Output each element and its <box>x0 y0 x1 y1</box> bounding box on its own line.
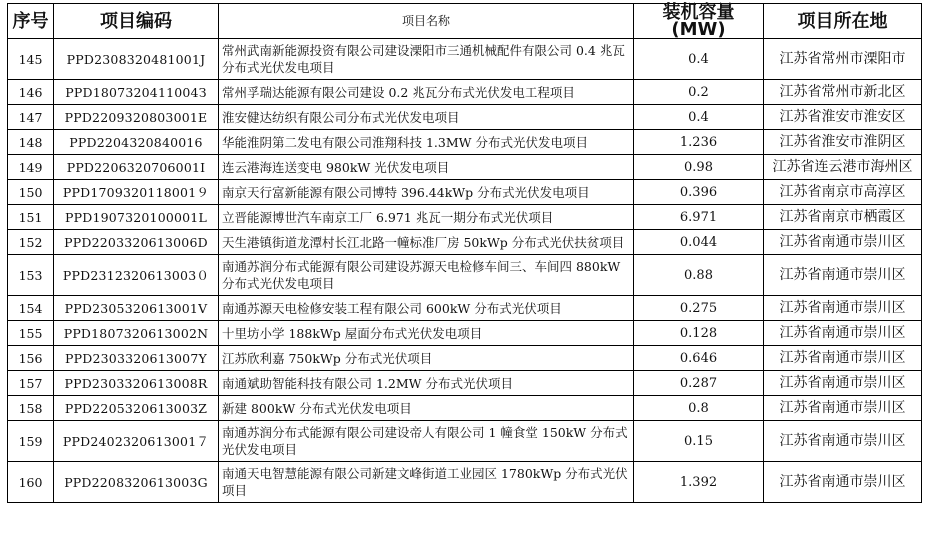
cell-capacity: 0.396 <box>634 180 764 205</box>
cell-location: 江苏省南通市崇川区 <box>764 371 922 396</box>
cell-capacity: 0.646 <box>634 346 764 371</box>
cell-code: PPD2203320613006D <box>54 230 219 255</box>
cell-code: PPD2305320613001V <box>54 296 219 321</box>
cell-capacity: 0.15 <box>634 421 764 462</box>
cell-seq: 151 <box>8 205 54 230</box>
cell-name: 淮安健达纺织有限公司分布式光伏发电项目 <box>219 105 634 130</box>
cell-capacity: 1.392 <box>634 462 764 503</box>
cell-seq: 147 <box>8 105 54 130</box>
table-row <box>8 205 922 230</box>
cell-location: 江苏省南通市崇川区 <box>764 421 922 462</box>
cell-seq: 156 <box>8 346 54 371</box>
table-row <box>8 255 922 296</box>
cell-code: PPD2206320706001I <box>54 155 219 180</box>
cell-name: 南通苏源天电检修安装工程有限公司 600kW 分布式光伏项目 <box>219 296 634 321</box>
header-location: 项目所在地 <box>764 4 922 39</box>
cell-name: 连云港海连送变电 980kW 光伏发电项目 <box>219 155 634 180</box>
cell-seq: 148 <box>8 130 54 155</box>
cell-capacity: 0.2 <box>634 80 764 105</box>
cell-location: 江苏省南通市崇川区 <box>764 396 922 421</box>
cell-code: PPD2209320803001E <box>54 105 219 130</box>
cell-location: 江苏省南通市崇川区 <box>764 321 922 346</box>
cell-location: 江苏省淮安市淮阴区 <box>764 130 922 155</box>
cell-seq: 149 <box>8 155 54 180</box>
cell-seq: 154 <box>8 296 54 321</box>
table-row <box>8 321 922 346</box>
cell-location: 江苏省南通市崇川区 <box>764 255 922 296</box>
table-row <box>8 371 922 396</box>
cell-location: 江苏省南通市崇川区 <box>764 230 922 255</box>
cell-location: 江苏省南京市栖霞区 <box>764 205 922 230</box>
cell-capacity: 0.88 <box>634 255 764 296</box>
table-row <box>8 39 922 80</box>
cell-capacity: 0.98 <box>634 155 764 180</box>
project-table-container <box>7 3 922 503</box>
header-capacity: 装机容量(MW) <box>634 4 764 39</box>
table-row <box>8 296 922 321</box>
table-row <box>8 130 922 155</box>
header-name: 项目名称 <box>219 4 634 39</box>
cell-code: PPD2208320613003G <box>54 462 219 503</box>
table-row <box>8 155 922 180</box>
header-seq: 序号 <box>8 4 54 39</box>
cell-capacity: 0.275 <box>634 296 764 321</box>
cell-seq: 160 <box>8 462 54 503</box>
cell-code: PPD2303320613008R <box>54 371 219 396</box>
cell-name: 常州孚瑞达能源有限公司建设 0.2 兆瓦分布式光伏发电工程项目 <box>219 80 634 105</box>
cell-name: 天生港镇街道龙潭村长江北路一幢标准厂房 50kWp 分布式光伏扶贫项目 <box>219 230 634 255</box>
cell-location: 江苏省南京市高淳区 <box>764 180 922 205</box>
cell-name: 立晋能源博世汽车南京工厂 6.971 兆瓦一期分布式光伏项目 <box>219 205 634 230</box>
cell-capacity: 0.044 <box>634 230 764 255</box>
cell-seq: 145 <box>8 39 54 80</box>
cell-seq: 157 <box>8 371 54 396</box>
cell-seq: 146 <box>8 80 54 105</box>
cell-name: 南京天行富新能源有限公司博特 396.44kWp 分布式光伏发电项目 <box>219 180 634 205</box>
cell-location: 江苏省常州市溧阳市 <box>764 39 922 80</box>
cell-code: PPD2303320613007Y <box>54 346 219 371</box>
cell-location: 江苏省常州市新北区 <box>764 80 922 105</box>
header-code: 项目编码 <box>54 4 219 39</box>
cell-capacity: 1.236 <box>634 130 764 155</box>
cell-capacity: 6.971 <box>634 205 764 230</box>
table-row <box>8 180 922 205</box>
cell-name: 南通苏润分布式能源有限公司建设帝人有限公司 1 幢食堂 150kW 分布式光伏发电项目 <box>219 421 634 462</box>
cell-name: 南通斌助智能科技有限公司 1.2MW 分布式光伏项目 <box>219 371 634 396</box>
cell-location: 江苏省连云港市海州区 <box>764 155 922 180</box>
table-row <box>8 421 922 462</box>
cell-location: 江苏省南通市崇川区 <box>764 462 922 503</box>
cell-capacity: 0.8 <box>634 396 764 421</box>
cell-code: PPD2308320481001J <box>54 39 219 80</box>
cell-seq: 150 <box>8 180 54 205</box>
cell-capacity: 0.4 <box>634 105 764 130</box>
cell-code: PPD2205320613003Z <box>54 396 219 421</box>
cell-code: PPD2402320613001７ <box>54 421 219 462</box>
cell-name: 十里坊小学 188kWp 屋面分布式光伏发电项目 <box>219 321 634 346</box>
cell-code: PPD1709320118001９ <box>54 180 219 205</box>
cell-code: PPD1807320411004З <box>54 80 219 105</box>
cell-seq: 158 <box>8 396 54 421</box>
cell-capacity: 0.287 <box>634 371 764 396</box>
header-row <box>8 4 922 39</box>
project-table <box>7 3 922 503</box>
cell-name: 南通天电智慧能源有限公司新建文峰街道工业园区 1780kWp 分布式光伏项目 <box>219 462 634 503</box>
cell-code: PPD1807320613002N <box>54 321 219 346</box>
cell-location: 江苏省南通市崇川区 <box>764 296 922 321</box>
cell-name: 新建 800kW 分布式光伏发电项目 <box>219 396 634 421</box>
cell-seq: 159 <box>8 421 54 462</box>
cell-capacity: 0.4 <box>634 39 764 80</box>
table-row <box>8 462 922 503</box>
cell-name: 江苏欣利嘉 750kWp 分布式光伏项目 <box>219 346 634 371</box>
cell-location: 江苏省淮安市淮安区 <box>764 105 922 130</box>
cell-code: PPD1907320100001L <box>54 205 219 230</box>
cell-seq: 152 <box>8 230 54 255</box>
table-row <box>8 396 922 421</box>
cell-name: 南通苏润分布式能源有限公司建设苏源天电检修车间三、车间四 880kW 分布式光伏发电项目 <box>219 255 634 296</box>
table-row <box>8 80 922 105</box>
cell-name: 华能淮阴第二发电有限公司淮翔科技 1.3MW 分布式光伏发电项目 <box>219 130 634 155</box>
table-row <box>8 105 922 130</box>
table-row <box>8 230 922 255</box>
cell-capacity: 0.128 <box>634 321 764 346</box>
cell-name: 常州武南新能源投资有限公司建设溧阳市三通机械配件有限公司 0.4 兆瓦分布式光伏发电项目 <box>219 39 634 80</box>
cell-code: PPD2312320613003０ <box>54 255 219 296</box>
cell-location: 江苏省南通市崇川区 <box>764 346 922 371</box>
cell-code: PPD2204320840016 <box>54 130 219 155</box>
table-row <box>8 346 922 371</box>
cell-seq: 155 <box>8 321 54 346</box>
cell-seq: 153 <box>8 255 54 296</box>
